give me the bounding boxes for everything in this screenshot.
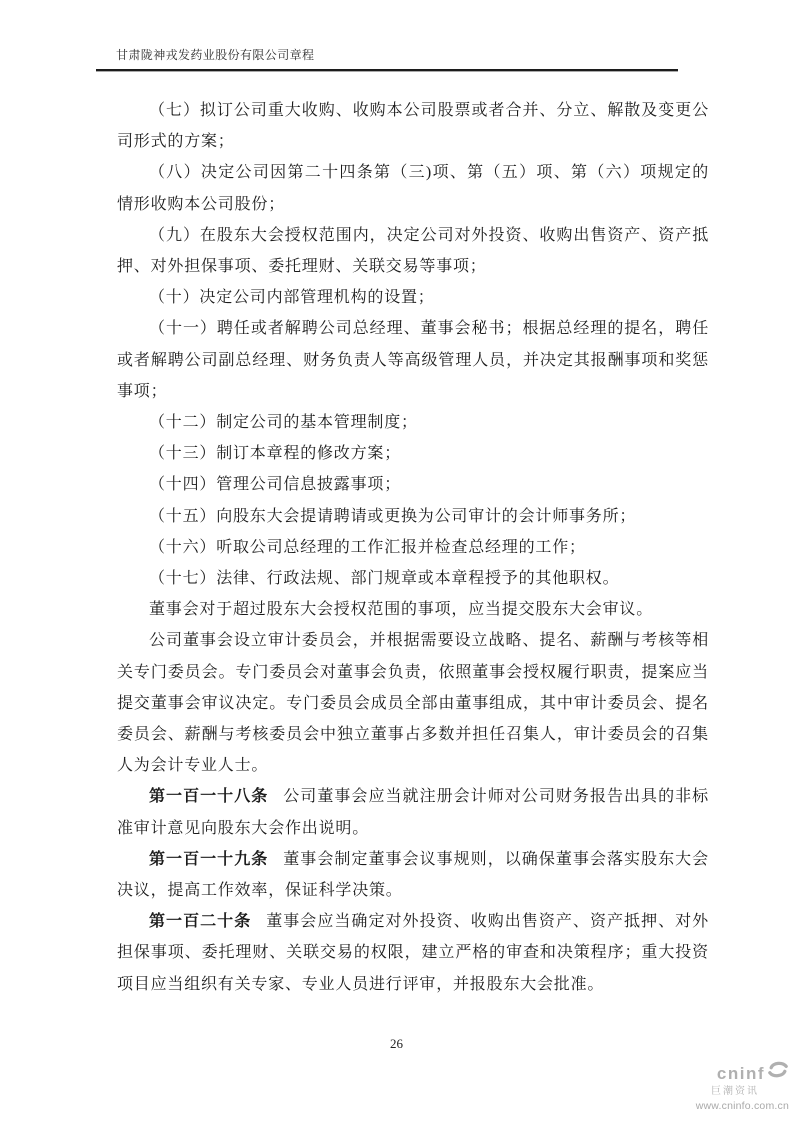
paragraph: （九）在股东大会授权范围内，决定公司对外投资、收购出售资产、资产抵押、对外担保事项、委托理财、关联交易等事项； [117,226,709,276]
header-divider [96,69,678,72]
article-paragraph [117,781,709,843]
article-number: 第一百一十九条 [149,850,269,868]
page-number: 26 [390,1036,403,1051]
paragraph: （十五）向股东大会提请聘请或更换为公司审计的会计师事务所； [149,507,637,525]
paragraph: （八）决定公司因第二十四条第（三)项、第（五）项、第（六）项规定的情形收购本公司股份； [117,164,709,213]
paragraph: （十四）管理公司信息披露事项； [149,476,402,494]
cninfo-brand-row [659,1063,789,1084]
document-body [117,95,709,1000]
paragraph: 董事会对于超过股东大会授权范围的事项，应当提交股东大会审议。 [149,601,654,619]
paragraph: （十）决定公司内部管理机构的设置； [149,289,435,307]
paragraph: （十二）制定公司的基本管理制度； [149,414,418,432]
article-text: 公司董事会应当就注册会计师对公司财务报告出具的非标准审计意见向股东大会作出说明。 [117,788,709,837]
article-paragraph [117,906,709,1000]
article-text: 董事会应当确定对外投资、收购出售资产、资产抵押、对外担保事项、委托理财、关联交易的权限，建立严格的审查和决策程序；重大投资项目应当组织有关专家、专业人员进行评审，并报股东大会批准。 [117,913,709,993]
paragraph: （十三）制订本章程的修改方案； [149,445,402,463]
paragraph: 公司董事会设立审计委员会，并根据需要设立战略、提名、薪酬与考核等相关专门委员会。专门委员会对董事会负责，依照董事会授权履行职责，提案应当提交董事会审议决定。专门委员会成员全部由董事组成，其中审计委员会、提名委员会、薪酬与考核委员会中独立董事占多数并担任召集人，审计委员会的召集人为会计专业人士。 [117,632,709,775]
paragraph: （十七）法律、行政法规、部门规章或本章程授予的其他职权。 [149,570,620,588]
paragraph: （十六）听取公司总经理的工作汇报并检查总经理的工作； [149,538,586,556]
cninfo-logo-swirl-icon [767,1060,789,1084]
article-text: 董事会制定董事会议事规则，以确保董事会落实股东大会决议，提高工作效率，保证科学决策。 [117,850,709,900]
cninfo-watermark [659,1063,789,1112]
cninfo-chinese-name: 巨潮资讯 [711,1086,759,1097]
cninfo-brand-text: cninf [716,1064,765,1083]
paragraph: （七）拟订公司重大收购、收购本公司股票或者合并、分立、解散及变更公司形式的方案； [117,102,709,151]
article-paragraph [117,844,709,906]
paragraph: （十一）聘任或者解聘公司总经理、董事会秘书；根据总经理的提名，聘任或者解聘公司副总经理、财务负责人等高级管理人员，并决定其报酬事项和奖惩事项； [117,320,709,400]
cninfo-url: www.cninfo.com.cn [695,1100,789,1112]
article-number: 第一百一十八条 [149,788,269,806]
article-number: 第一百二十条 [149,913,252,931]
page-header-title: 甘肃陇神戎发药业股份有限公司章程 [116,48,315,62]
